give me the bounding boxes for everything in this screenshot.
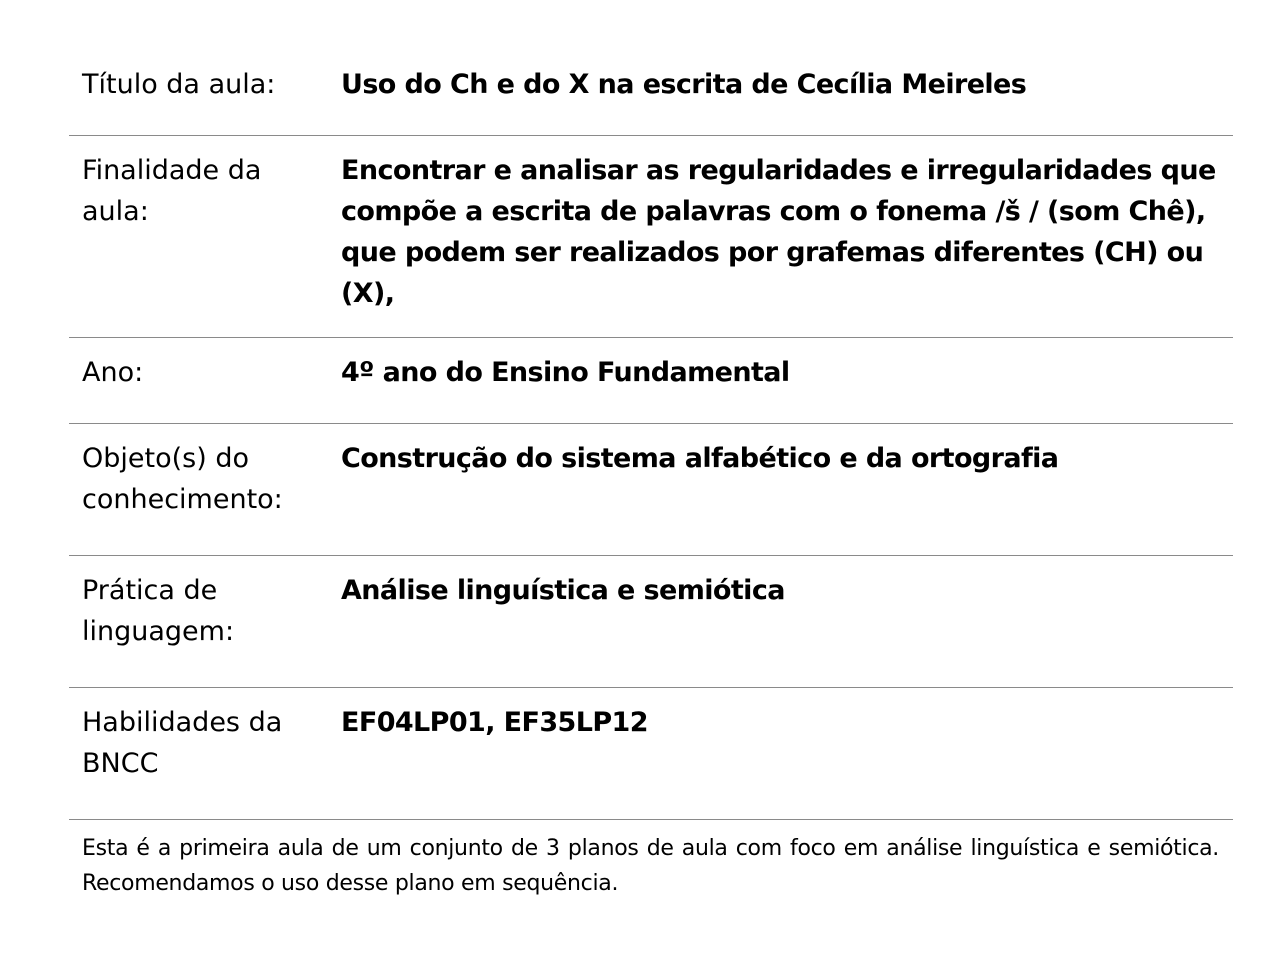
row-value-title: Uso do Ch e do X na escrita de Cecília Meireles [341, 69, 1027, 100]
table-row-year [69, 338, 1233, 424]
row-label-title: Título da aula: [82, 69, 276, 100]
row-value-knowledge-objects: Construção do sistema alfabético e da ortografia [341, 443, 1059, 474]
sequence-note: Esta é a primeira aula de um conjunto de 3 planos de aula com foco em análise linguística e semiótica. Recomendamos o uso desse plano em sequência. [82, 836, 1219, 896]
table-row-bncc-skills [69, 688, 1233, 820]
row-value-bncc-skills: EF04LP01, EF35LP12 [341, 707, 648, 738]
row-label-year: Ano: [82, 357, 144, 388]
row-value-year: 4º ano do Ensino Fundamental [341, 357, 790, 388]
row-label-purpose: Finalidade da aula: [82, 155, 262, 227]
row-label-language-practice: Prática de linguagem: [82, 575, 235, 647]
row-value-language-practice: Análise linguística e semiótica [341, 575, 785, 606]
row-label-bncc-skills: Habilidades da BNCC [82, 707, 283, 779]
table-row-title [69, 50, 1233, 136]
table-row-knowledge-objects [69, 424, 1233, 556]
row-label-knowledge-objects: Objeto(s) do conhecimento: [82, 443, 283, 515]
lesson-info-table [69, 50, 1233, 901]
row-value-purpose: Encontrar e analisar as regularidades e irregularidades que compõe a escrita de palavras com o fonema /š / (som Chê), que podem ser realizados por grafemas diferentes (CH) ou (X), [341, 155, 1216, 309]
table-row-language-practice [69, 556, 1233, 688]
table-row-purpose [69, 136, 1233, 338]
